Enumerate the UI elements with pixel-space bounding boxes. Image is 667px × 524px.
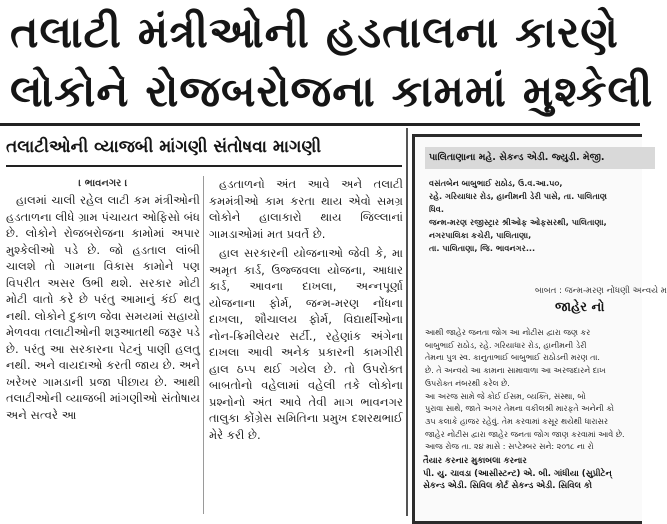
ad-signature-row: પી. યુ. ચાવડા (આસીસ્ટન્ટ) એ. બી. ગાંધીયા (સુપ્રીટેન્: [423, 468, 612, 479]
ad-party-line: તા. પાલિતાણા, જિ. ભાવનગર...: [429, 243, 536, 253]
ad-signature-row: સેકન્ડ એડી. સિવિલ કોર્ટ સેકન્ડ એડી. સિવિલ કો: [423, 481, 593, 491]
ad-body-line: ઉપરોક્ત નંબરથી કરેલ છે.: [425, 378, 510, 388]
ad-signature-block: [423, 455, 653, 493]
article-paragraph: હાલ સરકારની યોજનાઓ જેવી કે, મા અમૃત કાર્ડ, ઉજ્જવલા યોજના, આધાર કાર્ડ, આવના દાખલા, અન્નપૂર્ણા યોજનાના ફોર્મ, જન્મ-મરણ નોંધના દાખલા, શૌચાલય ફોર્મ, વિદ્યાર્થીઓના નોન-ક્રિમીલેયર સર્ટી., રહેણાંક અંગેના દાખલા આવી અનેક પ્રકારની કામગીરી હાલ ઠપ્પ થઈ ગયેલ છે. તો ઉપરોક્ત બાબતોનો વહેલામાં વહેલી તકે લોકોના પ્રશ્નોનો અંત આવે તેવી માગ ભાવનગર તાલુકા કોંગ્રેસ સમિતિના પ્રમુખ દશરથભાઈ મેરે કરી છે.: [209, 246, 403, 442]
article-paragraph: હાલમાં ચાલી રહેલ લાટી કમ મંત્રીઓની હડતાળના લીધે ગ્રામ પંચાયત ઓફિસો બંધ છે. લોકોને રોજબરોજના કામોમાં અપાર મુશ્કેલીઓ પડે છે. જો હડતાલ લાંબી ચાલશે તો ગામના વિકાસ કામોને પણ વિપરીત અસર ઉભી થશે. સરકાર મોટી મોટી વાતો કરે છે પરંતુ આમાનું કંઈ થતુ નથી. લોકોને દુકાળ જેવા સમયમાં સહાયો મેળવવા તલાટીઓની શરૂઆતથી જરૂર પડે છે. પરંતુ આ સરકારના પેટનું પાણી હલતુ નથી. અને વાયદાઓ કરતી જાય છે. અને ખરેખર ગામડાની પ્રજા પીછાય છે. આથી તલાટીઓની વ્યાજબી માંગણીઓ સંતોષાય અને સત્વરે આ: [6, 193, 200, 422]
ad-body-line: જાહેર નોટીસ દ્વારા જાહેર જનતા જોગ જાણ કરવામાં આવે છે.: [425, 429, 625, 439]
ad-body-line: આજ રોજ તા. ૨૪ માસે : સપ્ટેમ્બર સને: ૨૦૧૮ ના રો: [425, 442, 594, 452]
ad-party-line: રહે. ગરિયાધાર રોડ, હાનીમની ડેરી પાસે, તા. પાલિતાણ: [429, 191, 608, 201]
ad-party-line: વસંતબેન બાબુભાઈ રાઠોડ, ઉ.વ.આ.૫૦,: [429, 178, 563, 188]
subheadline-rule: [6, 165, 402, 167]
ad-party-block: [429, 177, 649, 255]
article-column-1: [6, 176, 200, 426]
ad-notice-body: [425, 327, 655, 454]
ad-subject: બાબત : જન્મ-મરણ નોંધણી અન્વયે મ: [535, 286, 667, 296]
ad-body-line: આથી જાહેર જનતા જોગ આ નોટીસ દ્વારા જણ કર: [425, 328, 591, 337]
ad-court-title: પાલિતાણાના મહે. સેકન્ડ એડી. જ્યુડી. મેજી.: [425, 147, 655, 169]
ad-body-line: બાબુભાઈ રાઠોડ, રહે. ગરિયાધાર રોડ, હાનીમની ડેરી: [425, 340, 587, 350]
ad-party-line: નગરપાલિકા કચેરી, પાલિતાણા,: [429, 230, 532, 240]
ad-body-line: છે. તે અન્વયે આ કામના સામાવાળા આ અરજદારને દાખ: [425, 366, 606, 376]
article-paragraph: હડતાળનો અંત આવે અને તલાટી કમમંત્રીઓ કામ કરતા થાય એવો સમગ્ર લોકોને હાલાકારો થાય જિલ્લાનાં ગામડાઓમાં મત પ્રવર્તે છે.: [209, 177, 403, 241]
article-column-divider: [203, 176, 204, 514]
article-column-2: [209, 176, 403, 446]
ad-body-line: ૩૫ કલાકે હાજર રહેવું. તેમ કરવામાં કસૂર થયેથી ધારાસર: [425, 416, 609, 426]
ad-body-line: પુરાવા સાથે, જાતે અગર તેમના વકીલશ્રી મારફતે અનેની કો: [425, 404, 615, 414]
ad-party-line: જન્મ-મરણ રજીસ્ટ્રાર શ્રીઓફ ઓફસરથી, પાલિતાણા,: [429, 217, 607, 227]
headline-line-2: લોકોને રોજબરોજના કામમાં મુશ્કેલી: [10, 67, 654, 117]
headline-line-1: તલાટી મંત્રીઓની હડતાલના કારણે: [10, 8, 619, 58]
ad-body-line: આ અરજ સામે જે કોઈ ઈસમ, વ્યક્તિ, સંસ્થા, બો: [425, 391, 586, 401]
dateline: । ભાવનગર ।: [78, 178, 128, 189]
ad-notice-heading: જાહેર નો: [555, 300, 605, 315]
legal-notice-ad: [412, 134, 667, 524]
ad-body-line: તેમના પુત્ર સ્વ. કાનુતાભાઈ બાબુભાઈ રાઠોડની મરણ તા.: [425, 353, 600, 363]
column-separator: [406, 128, 408, 516]
headline-rule: [0, 123, 640, 126]
ad-party-line: ધિવ.: [429, 204, 444, 214]
subheadline: તલાટીઓની વ્યાજબી માંગણી સંતોષવા માગણી: [6, 137, 322, 157]
ad-signature-row: તૈયાર કરનાર મુકાબલા કરનાર: [423, 456, 527, 466]
